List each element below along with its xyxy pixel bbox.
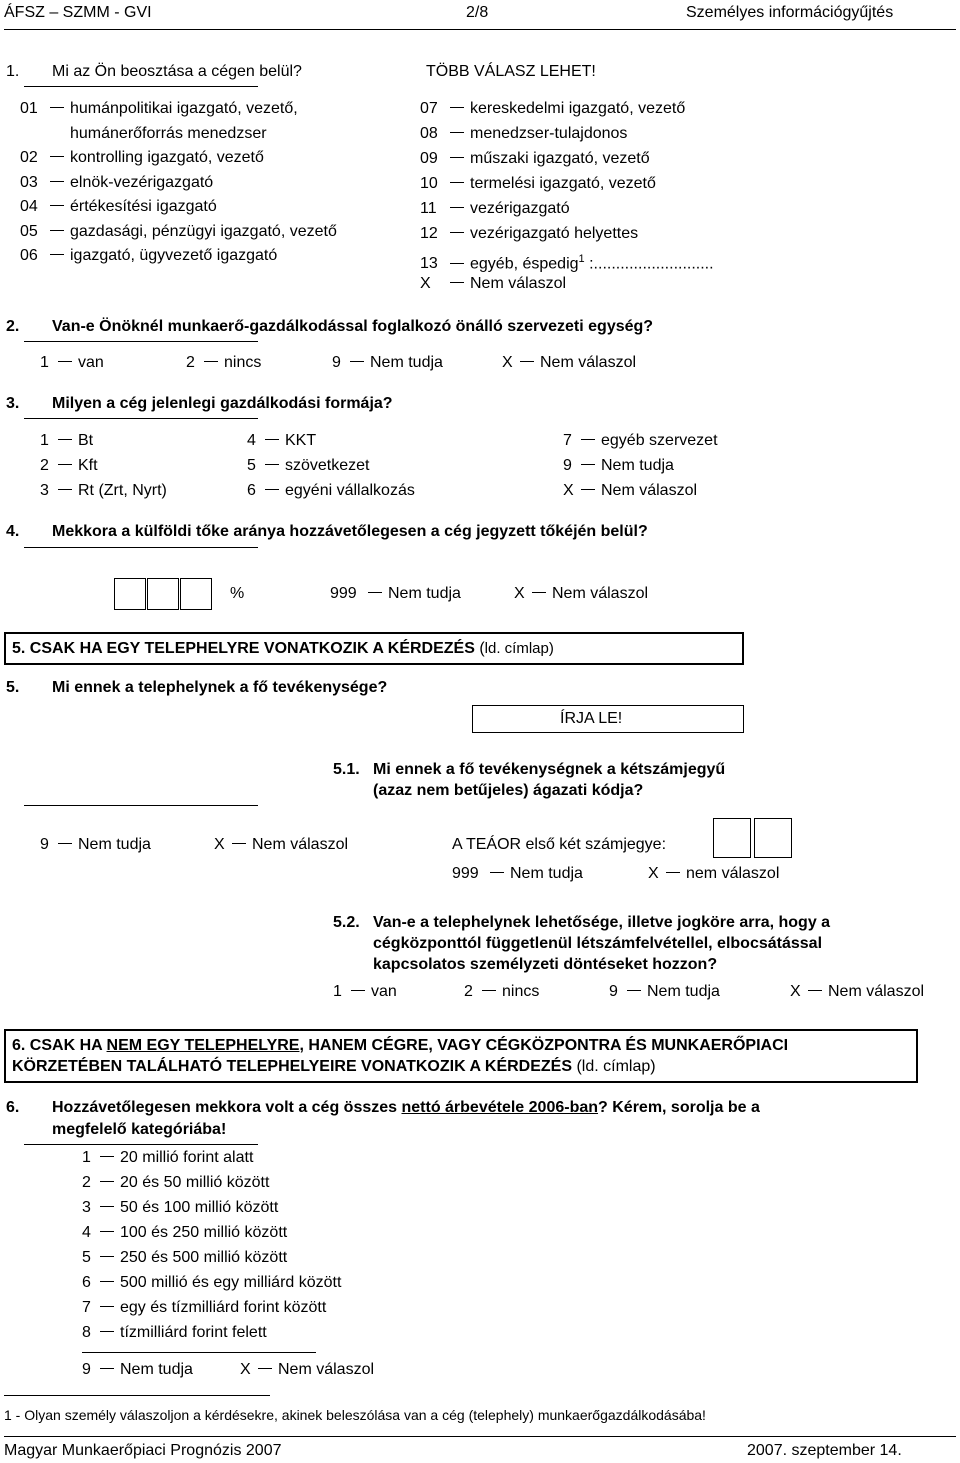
q6-rule-top	[24, 1144, 258, 1145]
q3-option-4[interactable]	[247, 431, 316, 451]
dash-mark	[58, 361, 72, 362]
q1-option-01[interactable]	[20, 99, 298, 119]
q3-option-2[interactable]	[40, 456, 98, 476]
dash-mark	[482, 990, 496, 991]
dash-mark	[450, 232, 464, 233]
q1-option-11[interactable]	[420, 199, 570, 219]
option-label: kontrolling igazgató, vezető	[70, 149, 264, 166]
option-code: 08	[420, 125, 438, 142]
footer-rule	[4, 1436, 956, 1437]
option-label: Nem válaszol	[278, 1361, 375, 1378]
q6-option-5[interactable]	[82, 1248, 287, 1268]
q1-number: 1.	[6, 63, 20, 80]
option-label: tízmilliárd forint felett	[120, 1324, 267, 1341]
dash-mark	[351, 990, 365, 991]
option-code: 6	[82, 1274, 91, 1291]
q6-option-X[interactable]	[240, 1360, 374, 1380]
option-label: van	[371, 983, 397, 1000]
option-label: humánpolitikai igazgató, vezető,	[70, 100, 298, 117]
q2-option-2[interactable]	[186, 353, 261, 373]
q1-option-cont[interactable]	[20, 124, 267, 144]
dash-mark	[58, 439, 72, 440]
dash-mark	[490, 872, 504, 873]
option-code: 3	[82, 1199, 91, 1216]
option-label: Nem válaszol	[252, 836, 349, 853]
option-code: 2	[40, 457, 49, 474]
teaor-digit-box-1[interactable]	[713, 818, 751, 858]
option-code: 12	[420, 225, 438, 242]
dash-mark	[100, 1156, 114, 1157]
option-label: szövetkezet	[285, 457, 370, 474]
header-left: ÁFSZ – SZMM - GVI	[4, 4, 152, 21]
option-code: 4	[247, 432, 256, 449]
filter6-part2: NEM EGY TELEPHELYRE	[106, 1037, 300, 1054]
q6-option-1[interactable]	[82, 1148, 253, 1168]
dash-mark	[450, 282, 464, 283]
q1-option-02[interactable]	[20, 148, 264, 168]
option-code: 09	[420, 150, 438, 167]
teaor-digit-box-2[interactable]	[754, 818, 792, 858]
option-label: Bt	[78, 432, 94, 449]
q3-option-5[interactable]	[247, 456, 369, 476]
q1-option-03[interactable]	[20, 173, 213, 193]
option-code: 10	[420, 175, 438, 192]
option-code: X	[514, 585, 525, 602]
option-label: 20 és 50 millió között	[120, 1174, 270, 1191]
dash-mark	[350, 361, 364, 362]
header-rule	[4, 29, 956, 30]
q1-option-10[interactable]	[420, 174, 656, 194]
q1-option-06[interactable]	[20, 246, 277, 266]
option-code: 2	[464, 983, 473, 1000]
q52-line2: cégközponttól függetlenül létszámfelvétellel, elbocsátással	[373, 935, 823, 952]
q1-option-05[interactable]	[20, 222, 337, 242]
dash-mark	[58, 464, 72, 465]
option-code: 4	[82, 1224, 91, 1241]
q51-line2: (azaz nem betűjeles) ágazati kódja?	[373, 782, 644, 799]
q6-number: 6.	[6, 1099, 20, 1116]
option-label: nincs	[224, 354, 262, 371]
option-label: egyéni vállalkozás	[285, 482, 415, 499]
filter6-line1	[12, 1036, 788, 1056]
q3-option-X[interactable]	[563, 481, 697, 501]
dash-mark	[450, 107, 464, 108]
q52-line1: Van-e a telephelynek lehetősége, illetve jogköre arra, hogy a	[373, 914, 831, 931]
q1-note: TÖBB VÁLASZ LEHET!	[426, 63, 596, 80]
q4-option-999[interactable]	[330, 584, 461, 604]
option-code: X	[790, 983, 801, 1000]
q6-part3: ? Kérem, sorolja be a	[598, 1099, 760, 1116]
option-label: Nem tudja	[388, 585, 461, 602]
option-code: 1	[82, 1149, 91, 1166]
dash-mark	[581, 464, 595, 465]
dash-mark	[520, 361, 534, 362]
dash-mark	[666, 872, 680, 873]
dash-mark	[232, 843, 246, 844]
option-code: 02	[20, 149, 38, 166]
option-label: Nem tudja	[601, 457, 674, 474]
q4-digit-box-3[interactable]	[180, 578, 212, 610]
option-label: Nem tudja	[647, 983, 720, 1000]
q3-number: 3.	[6, 395, 20, 412]
option-label: értékesítési igazgató	[70, 198, 217, 215]
option-label: van	[78, 354, 104, 371]
q3-option-6[interactable]	[247, 481, 415, 501]
header-right: Személyes információgyűjtés	[686, 4, 894, 21]
dash-mark	[450, 263, 464, 264]
q6-option-9[interactable]	[82, 1360, 193, 1380]
option-label: Nem válaszol	[470, 275, 567, 292]
q5-option-X[interactable]	[214, 835, 348, 855]
option-code: 7	[82, 1299, 91, 1316]
q52-option-9[interactable]	[609, 982, 720, 1002]
option-code: 1	[40, 354, 49, 371]
option-code: 11	[420, 200, 437, 217]
q5-text: Mi ennek a telephelynek a fő tevékenysége?	[52, 679, 388, 696]
filter5-bold: 5. CSAK HA EGY TELEPHELYRE VONATKOZIK A KÉRDEZÉS	[12, 640, 475, 657]
q1-option-09[interactable]	[420, 149, 650, 169]
q4-text: Mekkora a külföldi tőke aránya hozzávetőlegesen a cég jegyzett tőkéjén belül?	[52, 523, 648, 540]
dash-mark	[532, 592, 546, 593]
q4-digit-box-2[interactable]	[147, 578, 179, 610]
dash-mark	[58, 489, 72, 490]
option-label: vezérigazgató	[470, 200, 570, 217]
option-label: nincs	[502, 983, 540, 1000]
q2-text: Van-e Önöknél munkaerő-gazdálkodással foglalkozó önálló szervezeti egység?	[52, 318, 654, 335]
q3-option-7[interactable]	[563, 431, 718, 451]
option-label: 500 millió és egy milliárd között	[120, 1274, 342, 1291]
option-label: Nem tudja	[510, 865, 583, 882]
filter6-line2	[12, 1057, 656, 1077]
option-code: 01	[20, 100, 38, 117]
q6-part1: Hozzávetőlegesen mekkora volt a cég összes	[52, 1099, 402, 1116]
option-label: 50 és 100 millió között	[120, 1199, 279, 1216]
q6-option-8[interactable]	[82, 1323, 267, 1343]
option-code: 8	[82, 1324, 91, 1341]
dash-mark	[450, 132, 464, 133]
q6-option-3[interactable]	[82, 1198, 278, 1218]
q1-text: Mi az Ön beosztása a cégen belül?	[52, 63, 302, 80]
q5-number: 5.	[6, 679, 20, 696]
dash-mark	[50, 107, 64, 108]
q51-teaor-label: A TEÁOR első két számjegye:	[452, 836, 667, 853]
q2-number: 2.	[6, 318, 20, 335]
dash-mark	[50, 181, 64, 182]
dash-mark	[258, 1368, 272, 1369]
q6-option-7[interactable]	[82, 1298, 326, 1318]
q6-rule-bottom	[82, 1352, 316, 1353]
q6-part2: nettó árbevétele 2006-ban	[401, 1099, 599, 1116]
q4-unit: %	[230, 585, 245, 602]
q1-option-07[interactable]	[420, 99, 685, 119]
q5-write-label: ÍRJA LE!	[560, 710, 623, 727]
option-label: humánerőforrás menedzser	[70, 124, 267, 142]
option-label: KKT	[285, 432, 317, 449]
q2-option-X[interactable]	[502, 353, 636, 373]
q3-option-9[interactable]	[563, 456, 674, 476]
q2-option-1[interactable]	[40, 353, 104, 373]
q51-option-999[interactable]	[452, 864, 583, 884]
dash-mark	[627, 990, 641, 991]
option-label: egy és tízmilliárd forint között	[120, 1299, 327, 1316]
dash-mark	[368, 592, 382, 593]
option-code: 06	[20, 247, 38, 264]
option-label: Nem válaszol	[828, 983, 925, 1000]
option-label: Nem tudja	[370, 354, 443, 371]
option-code: 3	[40, 482, 49, 499]
dash-mark	[50, 254, 64, 255]
dash-mark	[450, 182, 464, 183]
q52-line3: kapcsolatos személyzeti döntéseket hozzon?	[373, 956, 718, 973]
option-code: 1	[40, 432, 49, 449]
filter6-line2-bold: KÖRZETÉBEN TALÁLHATÓ TELEPHELYEIRE VONATKOZIK A KÉRDEZÉS	[12, 1058, 573, 1075]
option-code: 03	[20, 173, 38, 191]
option-label: 100 és 250 millió között	[120, 1224, 288, 1241]
q6-option-2[interactable]	[82, 1173, 269, 1193]
option-code: 5	[82, 1249, 91, 1266]
dash-mark	[50, 156, 64, 157]
option-label: Nem tudja	[78, 836, 151, 853]
q3-rule	[24, 418, 258, 419]
option-code: X	[502, 354, 513, 371]
q3-option-3[interactable]	[40, 481, 167, 501]
option-code: 5	[247, 457, 256, 474]
q4-rule	[24, 547, 258, 548]
q1-option-08[interactable]	[420, 124, 627, 144]
filter6-part3: , HANEM CÉGRE, VAGY CÉGKÖZPONTRA ÉS MUNKAERŐPIACI	[299, 1037, 789, 1054]
dash-mark	[450, 207, 464, 208]
dash-mark	[450, 157, 464, 158]
option-label: nem válaszol	[686, 865, 780, 882]
dash-mark	[100, 1281, 114, 1282]
option-code: X	[648, 865, 659, 882]
q6-option-6[interactable]	[82, 1273, 341, 1293]
option-code: X	[420, 275, 431, 292]
dash-mark	[100, 1368, 114, 1369]
option-code: 9	[332, 354, 341, 371]
option-code: 999	[330, 585, 357, 602]
option-code: 6	[247, 482, 256, 499]
q5-option-9[interactable]	[40, 835, 151, 855]
option-code: 9	[82, 1361, 91, 1378]
option-label: egyéb, éspedig	[470, 255, 579, 273]
option-label: vezérigazgató helyettes	[470, 225, 639, 242]
dash-mark	[100, 1256, 114, 1257]
option-label: menedzser-tulajdonos	[470, 125, 628, 142]
q4-number: 4.	[6, 523, 20, 540]
dash-mark	[265, 489, 279, 490]
q2-option-9[interactable]	[332, 353, 443, 373]
dash-mark	[581, 439, 595, 440]
footnote-ref: 1	[578, 253, 585, 265]
filter6-part1: 6. CSAK HA	[12, 1037, 107, 1054]
q6-option-4[interactable]	[82, 1223, 287, 1243]
q6-line1	[52, 1098, 760, 1118]
option-code: 13	[420, 255, 438, 273]
q4-digit-box-1[interactable]	[114, 578, 146, 610]
q51-number: 5.1.	[333, 761, 360, 778]
option-label: elnök-vezérigazgató	[70, 173, 214, 191]
footer-left: Magyar Munkaerőpiaci Prognózis 2007	[4, 1442, 282, 1459]
dash-mark	[50, 205, 64, 206]
q5-rule	[24, 805, 258, 806]
option-label: igazgató, ügyvezető igazgató	[70, 247, 278, 264]
q52-number: 5.2.	[333, 914, 360, 931]
header-page: 2/8	[466, 4, 489, 21]
filter5-small: ld. címlap)	[484, 640, 554, 657]
option-label: Nem válaszol	[540, 354, 637, 371]
option-label: Nem válaszol	[601, 482, 698, 499]
option-label: kereskedelmi igazgató, vezető	[470, 100, 686, 117]
option-label: gazdasági, pénzügyi igazgató, vezető	[70, 222, 337, 240]
option-label: egyéb szervezet	[601, 432, 718, 449]
footnote: 1 - Olyan személy válaszoljon a kérdésekre, akinek beleszólása van a cég (telephely) munkaerőgazdálkodásába!	[4, 1407, 706, 1423]
option-code: 9	[609, 983, 618, 1000]
option-code: 7	[563, 432, 572, 449]
q2-rule	[24, 341, 258, 342]
option-code: 999	[452, 865, 479, 882]
filter5-text	[12, 639, 554, 659]
option-label: termelési igazgató, vezető	[470, 175, 656, 192]
q6-line2: megfelelő kategóriába!	[52, 1121, 227, 1138]
filter5-paren: (	[474, 640, 485, 657]
dash-mark	[204, 361, 218, 362]
dash-mark	[100, 1206, 114, 1207]
option-code: 2	[186, 354, 195, 371]
filter6-line2-normal: (ld. címlap)	[572, 1058, 656, 1075]
q51-option-X[interactable]	[648, 864, 779, 884]
option-label: Nem válaszol	[552, 585, 649, 602]
option-code: X	[563, 482, 574, 499]
dash-mark	[100, 1231, 114, 1232]
dash-mark	[50, 230, 64, 231]
option-label: 20 millió forint alatt	[120, 1149, 254, 1166]
dash-mark	[265, 464, 279, 465]
q3-option-1[interactable]	[40, 431, 93, 451]
option-code: X	[214, 836, 225, 853]
other-fill-line: :...........................	[584, 255, 714, 273]
dash-mark	[100, 1306, 114, 1307]
dash-mark	[58, 843, 72, 844]
q1-option-12[interactable]	[420, 224, 638, 244]
q4-option-X[interactable]	[514, 584, 648, 604]
q3-text: Milyen a cég jelenlegi gazdálkodási formája?	[52, 395, 393, 412]
option-label: műszaki igazgató, vezető	[470, 150, 650, 167]
dash-mark	[581, 489, 595, 490]
option-label: Nem tudja	[120, 1361, 193, 1378]
dash-mark	[265, 439, 279, 440]
option-code: 05	[20, 222, 38, 240]
option-code: 1	[333, 983, 342, 1000]
dash-mark	[808, 990, 822, 991]
dash-mark	[100, 1331, 114, 1332]
option-code: 07	[420, 100, 438, 117]
option-code: X	[240, 1361, 251, 1378]
option-code: 04	[20, 198, 38, 215]
q51-line1: Mi ennek a fő tevékenységnek a kétszámjegyű	[373, 761, 726, 778]
q52-option-X[interactable]	[790, 982, 924, 1002]
q52-option-1[interactable]	[333, 982, 397, 1002]
option-label: 250 és 500 millió között	[120, 1249, 288, 1266]
footnote-rule	[4, 1395, 270, 1396]
dash-mark	[100, 1181, 114, 1182]
q1-option-13[interactable]	[420, 249, 714, 274]
q52-option-2[interactable]	[464, 982, 539, 1002]
option-code: 2	[82, 1174, 91, 1191]
q1-option-04[interactable]	[20, 197, 217, 217]
option-code: 9	[563, 457, 572, 474]
footer-right: 2007. szeptember 14.	[747, 1442, 902, 1459]
q1-option-X[interactable]	[420, 274, 566, 294]
option-label: Kft	[78, 457, 98, 474]
option-code: 9	[40, 836, 49, 853]
q1-rule	[24, 86, 258, 87]
option-label: Rt (Zrt, Nyrt)	[78, 482, 167, 499]
